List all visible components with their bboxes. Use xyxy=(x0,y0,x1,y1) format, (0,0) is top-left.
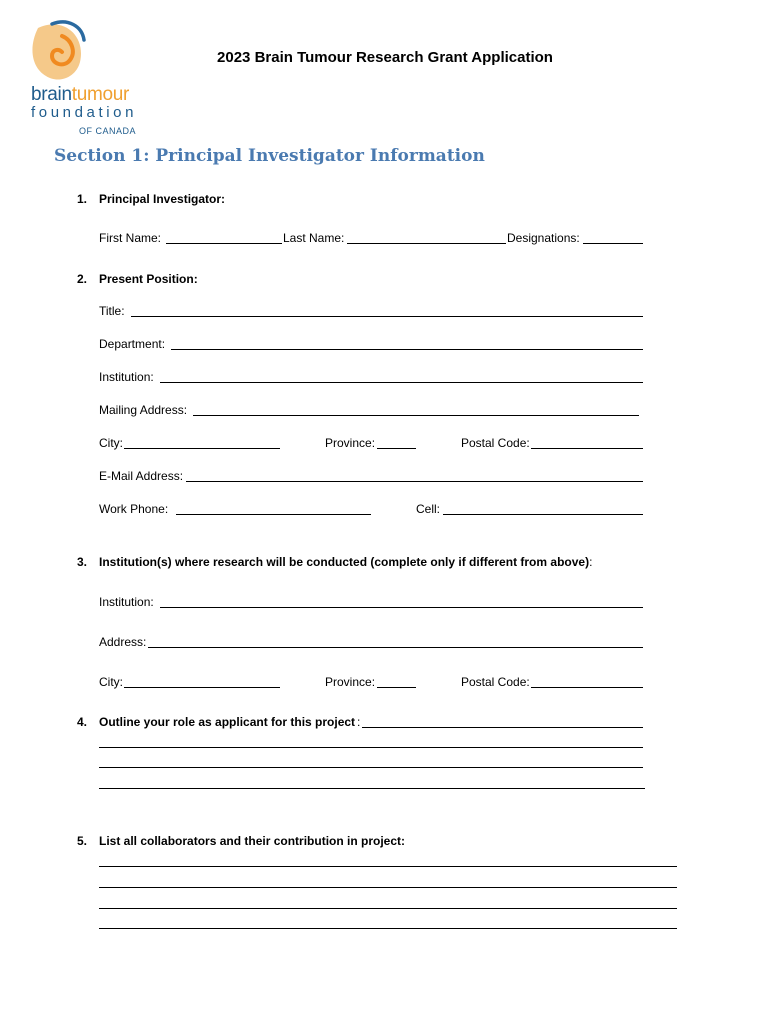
title-field[interactable] xyxy=(131,316,643,317)
q3-number: 3. xyxy=(77,555,88,569)
mailing-address-label: Mailing Address: xyxy=(99,403,188,417)
province-field[interactable] xyxy=(377,448,416,449)
q4-answer-line-4[interactable] xyxy=(99,788,645,789)
work-phone-field[interactable] xyxy=(176,514,371,515)
city-label: City: xyxy=(99,436,123,450)
q3-province-field[interactable] xyxy=(377,687,416,688)
work-phone-label: Work Phone: xyxy=(99,502,169,516)
logo-brain-text: brain xyxy=(31,84,72,105)
designations-label: Designations: xyxy=(507,231,580,245)
q4-colon: : xyxy=(357,715,361,729)
logo-foundation-text: foundation xyxy=(31,104,138,121)
q3-institution-label: Institution: xyxy=(99,595,154,609)
department-label: Department: xyxy=(99,337,166,351)
cell-field[interactable] xyxy=(443,514,643,515)
q3-city-label: City: xyxy=(99,675,123,689)
q5-answer-line-4[interactable] xyxy=(99,928,677,929)
title-label: Title: xyxy=(99,304,125,318)
designations-field[interactable] xyxy=(583,243,643,244)
institution-field[interactable] xyxy=(160,382,643,383)
q3-label-colon: : xyxy=(589,555,593,569)
q5-number: 5. xyxy=(77,834,88,848)
q3-address-field[interactable] xyxy=(148,647,643,648)
q3-province-label: Province: xyxy=(325,675,376,689)
q3-postal-code-label: Postal Code: xyxy=(461,675,530,689)
document-title: 2023 Brain Tumour Research Grant Application xyxy=(217,49,553,66)
logo-of-canada-text: OF CANADA xyxy=(79,126,137,136)
q3-city-field[interactable] xyxy=(124,687,280,688)
q3-address-label: Address: xyxy=(99,635,147,649)
cell-label: Cell: xyxy=(416,502,441,516)
email-label: E-Mail Address: xyxy=(99,469,184,483)
city-field[interactable] xyxy=(124,448,280,449)
q2-label: Present Position: xyxy=(99,272,198,286)
department-field[interactable] xyxy=(171,349,643,350)
q5-answer-line-3[interactable] xyxy=(99,908,677,909)
last-name-label: Last Name: xyxy=(283,231,345,245)
q1-number: 1. xyxy=(77,192,88,206)
logo-tumour-text: tumour xyxy=(71,84,130,105)
postal-code-field[interactable] xyxy=(531,448,643,449)
q4-answer-line-2[interactable] xyxy=(99,747,643,748)
province-label: Province: xyxy=(325,436,376,450)
section-title: Section 1: Principal Investigator Information xyxy=(54,146,485,166)
last-name-field[interactable] xyxy=(347,243,506,244)
q1-label: Principal Investigator: xyxy=(99,192,226,206)
q4-answer-line-1[interactable] xyxy=(362,727,643,728)
postal-code-label: Postal Code: xyxy=(461,436,530,450)
q5-answer-line-2[interactable] xyxy=(99,887,677,888)
q3-label: Institution(s) where research will be conducted (complete only if different from above) xyxy=(99,555,590,569)
logo-wordmark xyxy=(31,84,129,106)
q3-label-group xyxy=(99,555,592,569)
q3-institution-field[interactable] xyxy=(160,607,643,608)
q2-number: 2. xyxy=(77,272,88,286)
q5-label: List all collaborators and their contribution in project: xyxy=(99,834,406,848)
q4-label: Outline your role as applicant for this project xyxy=(99,715,356,729)
q5-answer-line-1[interactable] xyxy=(99,866,677,867)
q4-answer-line-3[interactable] xyxy=(99,767,643,768)
email-field[interactable] xyxy=(186,481,643,482)
first-name-field[interactable] xyxy=(166,243,282,244)
q4-number: 4. xyxy=(77,715,88,729)
mailing-address-field[interactable] xyxy=(193,415,639,416)
first-name-label: First Name: xyxy=(99,231,162,245)
q3-postal-code-field[interactable] xyxy=(531,687,643,688)
institution-label: Institution: xyxy=(99,370,154,384)
